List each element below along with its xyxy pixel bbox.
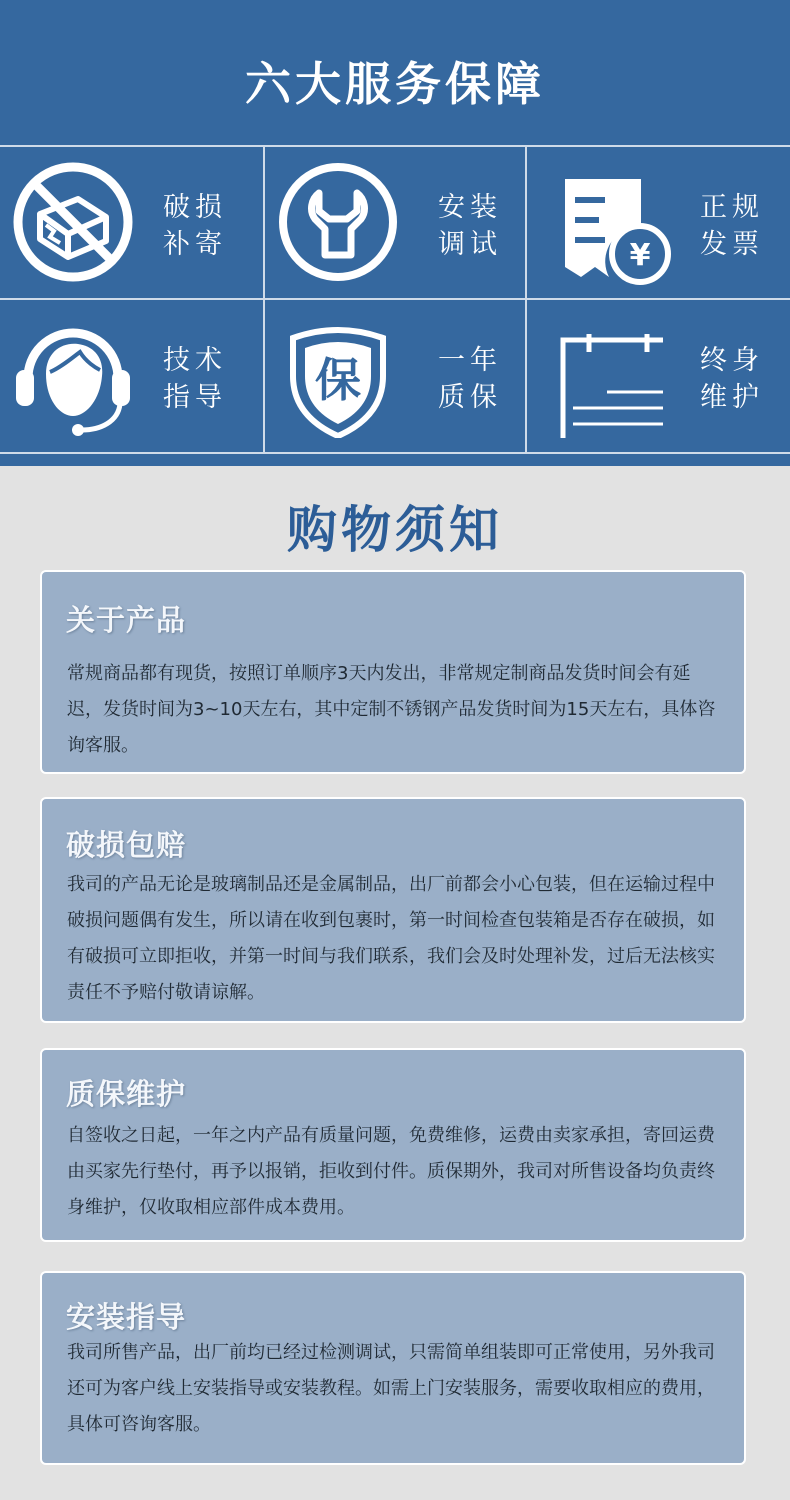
card-body: 自签收之日起，一年之内产品有质量问题，免费维修，运费由卖家承担，寄回运费由买家先行垫付，再予以报销，拒收到付件。质保期外，我司对所售设备均负责终身维护，仅收取相应部件成本费用。	[67, 1125, 715, 1218]
service-label: 正规 发票	[700, 192, 764, 260]
service-item-damage-resend	[0, 147, 262, 297]
service-label: 安装 调试	[438, 192, 502, 260]
service-item-installation	[265, 147, 527, 297]
shield-warranty-icon	[275, 312, 401, 438]
card-body: 常规商品都有现货，按照订单顺序3天内发出，非常规定制商品发货时间会有延迟，发货时间为3~10天左右，其中定制不锈钢产品发货时间为15天左右，具体咨询客服。	[67, 663, 716, 756]
yen-coin-icon	[605, 219, 675, 289]
card-title: 破损包赔	[66, 828, 187, 862]
svg-text:保: 保	[315, 353, 361, 407]
notice-card-product	[40, 570, 746, 774]
broken-box-icon	[10, 159, 136, 285]
service-item-warranty	[265, 300, 527, 450]
service-label: 破损 补寄	[163, 192, 227, 260]
wrench-icon	[275, 159, 401, 285]
card-body: 我司所售产品，出厂前均已经过检测调试，只需简单组装即可正常使用，另外我司还可为客户线上安装指导或安装教程。如需上门安装服务，需要收取相应的费用，具体可咨询客服。	[67, 1342, 715, 1435]
service-item-invoice	[527, 147, 789, 297]
notice-card-warranty	[40, 1048, 746, 1242]
divider	[0, 452, 790, 454]
headset-support-icon	[10, 312, 136, 438]
notice-card-installation	[40, 1271, 746, 1465]
card-body: 我司的产品无论是玻璃制品还是金属制品，出厂前都会小心包装，但在运输过程中破损问题偶有发生，所以请在收到包裹时，第一时间检查包装箱是否存在破损，如有破损可立即拒收，并第一时间与我们联系，我们会及时处理补发，过后无法核实责任不予赔付敬请谅解。	[67, 874, 715, 1003]
shopping-notice-title: 购物须知	[287, 501, 503, 559]
service-item-tech-guidance	[0, 300, 262, 450]
service-label: 一年 质保	[438, 345, 502, 413]
service-item-lifetime-maintenance	[527, 300, 789, 450]
service-guarantee-title: 六大服务保障	[245, 57, 545, 111]
card-title: 质保维护	[66, 1077, 187, 1111]
card-title: 关于产品	[66, 603, 187, 637]
calendar-icon	[537, 312, 663, 438]
service-label: 终身 维护	[700, 345, 764, 413]
card-title: 安装指导	[66, 1300, 187, 1334]
notice-card-damage	[40, 797, 746, 1023]
svg-text:¥: ¥	[629, 238, 651, 273]
service-guarantee-panel	[0, 0, 790, 466]
service-label: 技术 指导	[163, 345, 227, 413]
